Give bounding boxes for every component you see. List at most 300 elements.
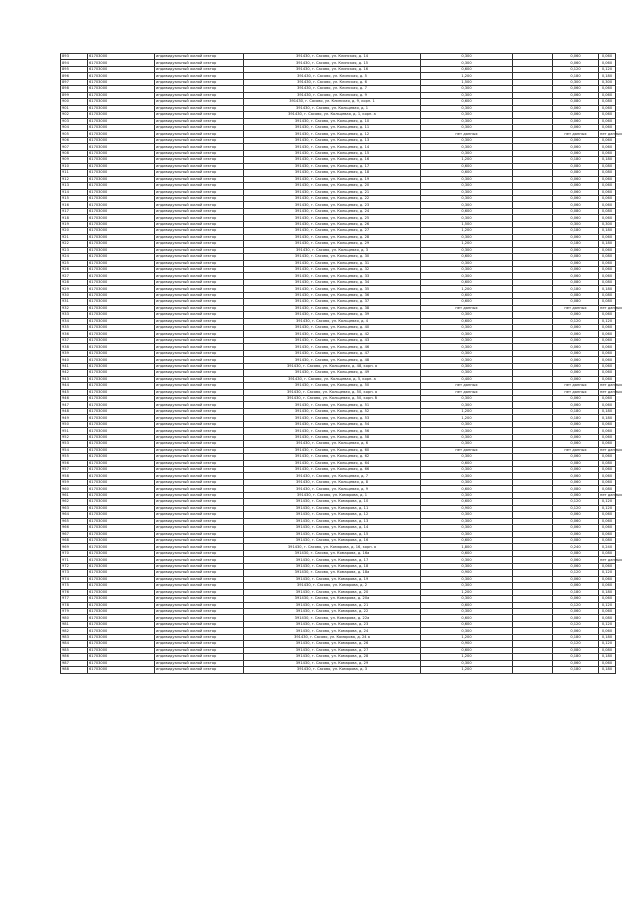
sector-cell: индивидуальный жилой сектор [155, 331, 244, 337]
value-1-cell: 0,600 [421, 621, 513, 627]
value-2-cell: 0,060 [553, 54, 599, 60]
code-cell: 61703000 [88, 376, 155, 382]
value-3-cell: 0,080 [599, 279, 616, 285]
value-3-cell: 0,060 [599, 376, 616, 382]
row-number-cell: 947 [61, 402, 88, 408]
value-1-cell: 0,300 [421, 215, 513, 221]
code-cell: 61703000 [88, 112, 155, 118]
code-cell: 61703000 [88, 563, 155, 569]
value-1-cell: 1,200 [421, 228, 513, 234]
code-cell: 61703000 [88, 615, 155, 621]
code-cell: 61703000 [88, 550, 155, 556]
address-cell: 391430, г. Сасово, ул. Кольцевая, д. 12 [244, 131, 421, 137]
value-2-cell: нет данных [553, 383, 599, 389]
value-1-cell: 0,900 [421, 570, 513, 576]
row-number-cell: 930 [61, 292, 88, 298]
value-2-cell: 0,080 [553, 460, 599, 466]
value-1-cell: 1,200 [421, 241, 513, 247]
address-cell: 391430, г. Сасово, ул. Кольцевая, д. 35 [244, 286, 421, 292]
address-cell: 391430, г. Сасово, ул. Кольцевая, д. 36 [244, 292, 421, 298]
value-2-cell: 0,060 [553, 118, 599, 124]
address-cell: 391430, г. Сасово, ул. Кольцевая, д. 39 [244, 312, 421, 318]
sector-cell: индивидуальный жилой сектор [155, 215, 244, 221]
value-1-cell: 0,300 [421, 144, 513, 150]
address-cell: 391430, г. Сасово, ул. Комарова, д. 24 [244, 628, 421, 634]
sector-cell: индивидуальный жилой сектор [155, 112, 244, 118]
row-number-cell: 893 [61, 54, 88, 60]
value-2-cell: 0,080 [553, 99, 599, 105]
row-number-cell: 970 [61, 550, 88, 556]
value-3-cell: 0,060 [599, 266, 616, 272]
code-cell: 61703000 [88, 479, 155, 485]
value-3-cell: 0,060 [599, 331, 616, 337]
sector-cell: индивидуальный жилой сектор [155, 202, 244, 208]
sector-cell: индивидуальный жилой сектор [155, 176, 244, 182]
sector-cell: индивидуальный жилой сектор [155, 105, 244, 111]
address-cell: 391430, г. Сасово, ул. Кольцевая, д. 37 [244, 299, 421, 305]
code-cell: 61703000 [88, 325, 155, 331]
value-2-cell: 0,180 [553, 157, 599, 163]
value-1-cell: 0,300 [421, 518, 513, 524]
address-cell: 391430, г. Сасово, ул. Комарова, д. 23 [244, 621, 421, 627]
value-1-cell: 1,500 [421, 79, 513, 85]
address-cell: 391430, г. Сасово, ул. Клинская, д. 14 [244, 54, 421, 60]
sector-cell: индивидуальный жилой сектор [155, 195, 244, 201]
sector-cell: индивидуальный жилой сектор [155, 467, 244, 473]
value-2-cell: 0,060 [553, 596, 599, 602]
sector-cell: индивидуальный жилой сектор [155, 512, 244, 518]
sector-cell: индивидуальный жилой сектор [155, 344, 244, 350]
row-number-cell: 899 [61, 92, 88, 98]
value-3-cell: 0,060 [599, 189, 616, 195]
code-cell: 61703000 [88, 667, 155, 673]
code-cell: 61703000 [88, 92, 155, 98]
value-3-cell: 0,080 [599, 292, 616, 298]
sector-cell: индивидуальный жилой сектор [155, 131, 244, 137]
value-3-cell: 0,060 [599, 402, 616, 408]
sector-cell: индивидуальный жилой сектор [155, 60, 244, 66]
value-3-cell: 0,060 [599, 576, 616, 582]
value-1-cell: 0,300 [421, 325, 513, 331]
sector-cell: индивидуальный жилой сектор [155, 241, 244, 247]
value-2-cell: 0,060 [553, 402, 599, 408]
value-1-cell: 0,600 [421, 208, 513, 214]
address-cell: 391430, г. Сасово, ул. Кольцевая, д. 54 [244, 421, 421, 427]
row-number-cell: 913 [61, 183, 88, 189]
sector-cell: индивидуальный жилой сектор [155, 428, 244, 434]
value-1-cell: 0,300 [421, 86, 513, 92]
code-cell: 61703000 [88, 183, 155, 189]
value-1-cell: 0,300 [421, 312, 513, 318]
code-cell: 61703000 [88, 570, 155, 576]
sector-cell: индивидуальный жилой сектор [155, 254, 244, 260]
value-3-cell: 0,080 [599, 170, 616, 176]
address-cell: 391430, г. Сасово, ул. Кольцевая, д. 48, корп. а [244, 363, 421, 369]
address-cell: 391430, г. Сасово, ул. Комарова, д. 13 [244, 518, 421, 524]
value-3-cell: 0,120 [599, 602, 616, 608]
value-2-cell: 0,060 [553, 344, 599, 350]
code-cell: 61703000 [88, 137, 155, 143]
sector-cell: индивидуальный жилой сектор [155, 363, 244, 369]
row-number-cell: 963 [61, 505, 88, 511]
value-2-cell: 0,060 [553, 86, 599, 92]
sector-cell: индивидуальный жилой сектор [155, 305, 244, 311]
address-cell: 391430, г. Сасово, ул. Комарова, д. 16, корп. а [244, 544, 421, 550]
code-cell: 61703000 [88, 350, 155, 356]
row-number-cell: 910 [61, 163, 88, 169]
value-1-cell: 0,600 [421, 292, 513, 298]
value-1-cell: 0,300 [421, 557, 513, 563]
code-cell: 61703000 [88, 292, 155, 298]
value-2-cell: 0,080 [553, 486, 599, 492]
code-cell: 61703000 [88, 660, 155, 666]
value-1-cell: 0,600 [421, 460, 513, 466]
code-cell: 61703000 [88, 163, 155, 169]
value-1-cell: 0,300 [421, 118, 513, 124]
row-number-cell: 953 [61, 441, 88, 447]
value-2-cell: 0,060 [553, 325, 599, 331]
value-1-cell: 0,600 [421, 254, 513, 260]
value-2-cell: 0,180 [553, 73, 599, 79]
address-cell: 391430, г. Сасово, ул. Клинская, д. 9 [244, 92, 421, 98]
row-number-cell: 937 [61, 337, 88, 343]
value-2-cell: 0,240 [553, 544, 599, 550]
sector-cell: индивидуальный жилой сектор [155, 73, 244, 79]
value-2-cell: 0,120 [553, 318, 599, 324]
code-cell: 61703000 [88, 370, 155, 376]
value-2-cell: 0,060 [553, 202, 599, 208]
code-cell: 61703000 [88, 602, 155, 608]
sector-cell: индивидуальный жилой сектор [155, 312, 244, 318]
value-1-cell: 0,300 [421, 467, 513, 473]
value-1-cell: 1,200 [421, 634, 513, 640]
value-3-cell: 0,180 [599, 667, 616, 673]
value-3-cell: 0,060 [599, 628, 616, 634]
sector-cell: индивидуальный жилой сектор [155, 260, 244, 266]
value-2-cell: 0,180 [553, 228, 599, 234]
value-2-cell: 0,060 [553, 557, 599, 563]
value-3-cell: 0,180 [599, 654, 616, 660]
value-2-cell: 0,060 [553, 479, 599, 485]
table-row [61, 667, 616, 673]
code-cell: 61703000 [88, 150, 155, 156]
value-2-cell: 0,180 [553, 415, 599, 421]
sector-cell: индивидуальный жилой сектор [155, 221, 244, 227]
sector-cell: индивидуальный жилой сектор [155, 486, 244, 492]
value-2-cell: 0,080 [553, 208, 599, 214]
code-cell: 61703000 [88, 512, 155, 518]
value-1-cell: нет данных [421, 383, 513, 389]
sector-cell: индивидуальный жилой сектор [155, 525, 244, 531]
sector-cell: индивидуальный жилой сектор [155, 628, 244, 634]
value-1-cell: 0,300 [421, 428, 513, 434]
sector-cell: индивидуальный жилой сектор [155, 92, 244, 98]
address-cell: 391430, г. Сасово, ул. Кольцевая, д. 1 [244, 105, 421, 111]
value-2-cell: 0,060 [553, 370, 599, 376]
value-1-cell: 1,800 [421, 544, 513, 550]
address-cell: 391430, г. Сасово, ул. Комарова, д. 2 [244, 583, 421, 589]
sector-cell: индивидуальный жилой сектор [155, 544, 244, 550]
address-cell: 391430, г. Сасово, ул. Кольцевая, д. 15 [244, 150, 421, 156]
code-cell: 61703000 [88, 344, 155, 350]
value-2-cell: 0,060 [553, 473, 599, 479]
sector-cell: индивидуальный жилой сектор [155, 557, 244, 563]
code-cell: 61703000 [88, 396, 155, 402]
value-3-cell: 0,060 [599, 60, 616, 66]
value-1-cell: 0,600 [421, 550, 513, 556]
value-1-cell: 0,300 [421, 512, 513, 518]
row-number-cell: 984 [61, 641, 88, 647]
value-3-cell: 0,060 [599, 467, 616, 473]
address-cell: 391430, г. Сасово, ул. Комарова, д. 3 [244, 667, 421, 673]
value-1-cell: 0,600 [421, 66, 513, 72]
sector-cell: индивидуальный жилой сектор [155, 473, 244, 479]
value-3-cell: 0,120 [599, 318, 616, 324]
value-1-cell: 0,300 [421, 337, 513, 343]
row-number-cell: 964 [61, 512, 88, 518]
code-cell: 61703000 [88, 357, 155, 363]
value-3-cell: 0,060 [599, 86, 616, 92]
row-number-cell: 916 [61, 202, 88, 208]
sector-cell: индивидуальный жилой сектор [155, 357, 244, 363]
value-2-cell: 0,060 [553, 105, 599, 111]
sector-cell: индивидуальный жилой сектор [155, 576, 244, 582]
value-2-cell: 0,080 [553, 550, 599, 556]
address-cell: 391430, г. Сасово, ул. Комарова, д. 17 [244, 557, 421, 563]
value-1-cell: 0,300 [421, 112, 513, 118]
value-2-cell: 0,060 [553, 137, 599, 143]
address-cell: 391430, г. Сасово, ул. Кольцевая, д. 25 [244, 215, 421, 221]
value-2-cell: 0,060 [553, 337, 599, 343]
value-1-cell: 0,600 [421, 486, 513, 492]
value-2-cell: 0,180 [553, 241, 599, 247]
value-1-cell: 0,300 [421, 105, 513, 111]
row-number-cell: 922 [61, 241, 88, 247]
code-cell: 61703000 [88, 402, 155, 408]
sector-cell: индивидуальный жилой сектор [155, 137, 244, 143]
value-1-cell: 0,400 [421, 376, 513, 382]
row-number-cell: 904 [61, 124, 88, 130]
sector-cell: индивидуальный жилой сектор [155, 608, 244, 614]
value-2-cell: 0,180 [553, 634, 599, 640]
sector-cell: индивидуальный жилой сектор [155, 563, 244, 569]
value-2-cell: 0,060 [553, 583, 599, 589]
sector-cell: индивидуальный жилой сектор [155, 383, 244, 389]
address-cell: 391430, г. Сасово, ул. Кольцевая, д. 40 [244, 325, 421, 331]
value-1-cell: 0,300 [421, 434, 513, 440]
address-cell: 391430, г. Сасово, ул. Кольцевая, д. 16 [244, 157, 421, 163]
value-1-cell: 0,300 [421, 234, 513, 240]
address-cell: 391430, г. Сасово, ул. Комарова, д. 20а [244, 596, 421, 602]
sector-cell: индивидуальный жилой сектор [155, 350, 244, 356]
value-2-cell: 0,060 [553, 331, 599, 337]
address-cell: 391430, г. Сасово, ул. Комарова, д. 22а [244, 615, 421, 621]
row-number-cell: 956 [61, 460, 88, 466]
value-3-cell: 0,060 [599, 105, 616, 111]
value-3-cell: нет данных [600, 383, 623, 388]
code-cell: 61703000 [88, 254, 155, 260]
value-2-cell: 0,060 [553, 350, 599, 356]
row-number-cell: 933 [61, 312, 88, 318]
value-2-cell: 0,060 [553, 563, 599, 569]
value-1-cell: 0,300 [421, 247, 513, 253]
code-cell: 61703000 [88, 215, 155, 221]
sector-cell: индивидуальный жилой сектор [155, 537, 244, 543]
value-1-cell: 0,300 [421, 54, 513, 60]
value-1-cell: 1,500 [421, 221, 513, 227]
value-3-cell: 0,180 [599, 589, 616, 595]
sector-cell: индивидуальный жилой сектор [155, 460, 244, 466]
value-3-cell: 0,080 [599, 537, 616, 543]
value-1-cell: 0,300 [421, 176, 513, 182]
value-2-cell: 0,060 [553, 144, 599, 150]
row-number-cell: 920 [61, 228, 88, 234]
code-cell: 61703000 [88, 363, 155, 369]
row-number-cell: 988 [61, 667, 88, 673]
value-1-cell: 0,300 [421, 350, 513, 356]
value-1-cell: 0,900 [421, 641, 513, 647]
address-cell: 391430, г. Сасово, ул. Кольцевая, д. 28 [244, 234, 421, 240]
value-3-cell: 0,240 [599, 544, 616, 550]
sector-cell: индивидуальный жилой сектор [155, 170, 244, 176]
value-2-cell: 0,180 [553, 667, 599, 673]
value-3-cell: 0,060 [599, 202, 616, 208]
row-number-cell: 929 [61, 286, 88, 292]
value-3-cell: 0,080 [599, 550, 616, 556]
row-number-cell: 932 [61, 305, 88, 311]
sector-cell: индивидуальный жилой сектор [155, 118, 244, 124]
code-cell: 61703000 [88, 421, 155, 427]
empty-cell [513, 667, 553, 673]
value-1-cell: 0,300 [421, 473, 513, 479]
value-3-cell: 0,060 [599, 144, 616, 150]
value-2-cell: 0,080 [553, 163, 599, 169]
address-cell: 391430, г. Сасово, ул. Кольцевая, д. 53 [244, 415, 421, 421]
sector-cell: индивидуальный жилой сектор [155, 518, 244, 524]
sector-cell: индивидуальный жилой сектор [155, 389, 244, 395]
sector-cell: индивидуальный жилой сектор [155, 660, 244, 666]
value-2-cell: 0,060 [553, 428, 599, 434]
code-cell: 61703000 [88, 189, 155, 195]
sector-cell: индивидуальный жилой сектор [155, 337, 244, 343]
data-table [60, 53, 623, 674]
value-2-cell: 0,060 [553, 247, 599, 253]
value-2-cell: 0,300 [553, 79, 599, 85]
value-3-cell: нет данных [600, 389, 623, 394]
address-cell: 391430, г. Сасово, ул. Кольцевая, д. 5, корп. а [244, 376, 421, 382]
address-cell: 391430, г. Сасово, ул. Кольцевая, д. 7 [244, 473, 421, 479]
row-number-cell: 895 [61, 66, 88, 72]
row-number-cell: 914 [61, 189, 88, 195]
value-1-cell: 0,300 [421, 92, 513, 98]
address-cell: 391430, г. Сасово, ул. Кольцевая, д. 27 [244, 228, 421, 234]
value-2-cell: 0,080 [553, 615, 599, 621]
code-cell: 61703000 [88, 318, 155, 324]
value-2-cell: 0,060 [553, 492, 599, 498]
row-number-cell: 901 [61, 105, 88, 111]
value-3-cell: 0,180 [599, 157, 616, 163]
address-cell: 391430, г. Сасово, ул. Кольцевая, д. 58 [244, 434, 421, 440]
value-2-cell: 0,120 [553, 641, 599, 647]
value-3-cell: 0,060 [599, 215, 616, 221]
value-2-cell: 0,060 [553, 266, 599, 272]
row-number-cell: 960 [61, 486, 88, 492]
code-cell: 61703000 [88, 131, 155, 137]
sector-cell: индивидуальный жилой сектор [155, 492, 244, 498]
value-3-cell: 0,060 [599, 563, 616, 569]
code-cell: 61703000 [88, 557, 155, 563]
address-cell: 391430, г. Сасово, ул. Кольцевая, д. 34 [244, 279, 421, 285]
address-cell: 391430, г. Сасово, ул. Кольцевая, д. 42 [244, 331, 421, 337]
code-cell: 61703000 [88, 286, 155, 292]
code-cell: 61703000 [88, 202, 155, 208]
address-cell: 391430, г. Сасово, ул. Комарова, д. 29 [244, 660, 421, 666]
row-number-cell: 909 [61, 157, 88, 163]
code-cell: 61703000 [88, 118, 155, 124]
code-cell: 61703000 [88, 241, 155, 247]
value-1-cell: 0,300 [421, 525, 513, 531]
code-cell: 61703000 [88, 634, 155, 640]
code-cell: 61703000 [88, 441, 155, 447]
value-1-cell: 0,300 [421, 576, 513, 582]
code-cell: 61703000 [88, 305, 155, 311]
value-2-cell: 0,060 [553, 518, 599, 524]
value-3-cell: 0,120 [599, 570, 616, 576]
row-number-cell: 973 [61, 570, 88, 576]
row-number-cell: 974 [61, 576, 88, 582]
code-cell: 61703000 [88, 273, 155, 279]
sector-cell: индивидуальный жилой сектор [155, 54, 244, 60]
sector-cell: индивидуальный жилой сектор [155, 531, 244, 537]
sector-cell: индивидуальный жилой сектор [155, 318, 244, 324]
code-cell: 61703000 [88, 124, 155, 130]
row-number-cell: 959 [61, 479, 88, 485]
sector-cell: индивидуальный жилой сектор [155, 150, 244, 156]
value-1-cell: 0,300 [421, 60, 513, 66]
row-number-cell: 926 [61, 266, 88, 272]
address-cell: 391430, г. Сасово, ул. Кольцевая, д. 64 [244, 460, 421, 466]
value-1-cell: 0,300 [421, 363, 513, 369]
address-cell: 391430, г. Сасово, ул. Кольцевая, д. 3 [244, 247, 421, 253]
code-cell: 61703000 [88, 518, 155, 524]
value-2-cell: нет данных [553, 389, 599, 395]
value-1-cell: 0,600 [421, 163, 513, 169]
sector-cell: индивидуальный жилой сектор [155, 479, 244, 485]
code-cell: 61703000 [88, 79, 155, 85]
row-number-cell: 942 [61, 370, 88, 376]
value-2-cell: 0,060 [553, 421, 599, 427]
value-2-cell: 0,180 [553, 654, 599, 660]
value-3-cell: 0,060 [599, 150, 616, 156]
value-1-cell: 0,300 [421, 124, 513, 130]
sector-cell: индивидуальный жилой сектор [155, 654, 244, 660]
value-3-cell: 0,080 [599, 486, 616, 492]
address-cell: 391430, г. Сасово, ул. Кольцевая, д. 9 [244, 486, 421, 492]
value-3-cell: 0,060 [599, 137, 616, 143]
value-1-cell: 0,600 [421, 170, 513, 176]
sector-cell: индивидуальный жилой сектор [155, 441, 244, 447]
row-number-cell: 936 [61, 331, 88, 337]
value-1-cell: 0,300 [421, 266, 513, 272]
value-1-cell: 0,600 [421, 299, 513, 305]
sector-cell: индивидуальный жилой сектор [155, 370, 244, 376]
value-2-cell: 0,060 [553, 273, 599, 279]
value-3-cell: 0,060 [599, 428, 616, 434]
value-3-cell: 0,120 [599, 499, 616, 505]
address-cell: 391430, г. Сасово, ул. Клинская, д. 6 [244, 79, 421, 85]
value-3-cell: 0,300 [599, 79, 616, 85]
value-2-cell: 0,060 [553, 112, 599, 118]
